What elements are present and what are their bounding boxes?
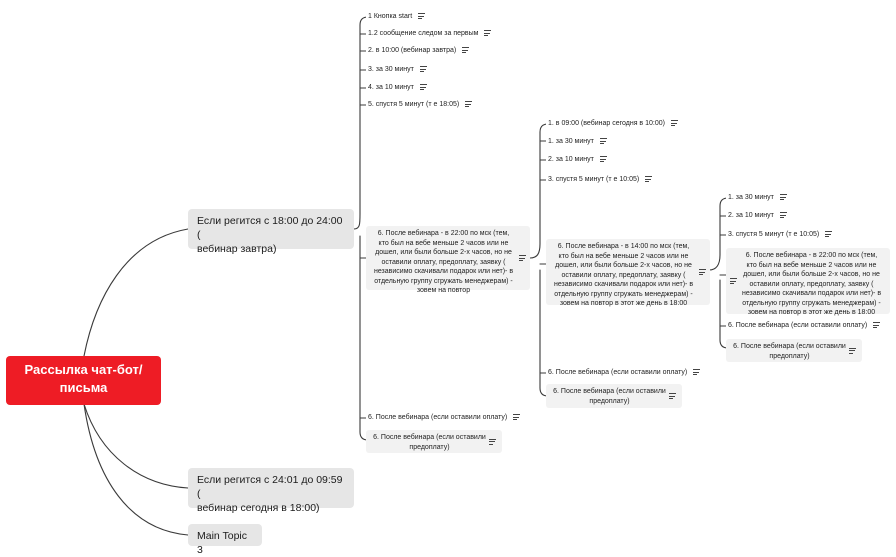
- note-icon: [671, 120, 678, 126]
- branch-1-item-6[interactable]: [366, 100, 474, 109]
- note-icon: [825, 231, 832, 237]
- note-icon: [780, 212, 787, 218]
- note-icon: [484, 30, 491, 36]
- branch-1-prepaid[interactable]: [366, 430, 502, 453]
- branch-3-paid-label: 6. После вебинара (если оставили оплату): [728, 322, 868, 329]
- root-link-topic-3: [84, 404, 188, 535]
- branch-2-prepaid-label: 6. После вебинара (если оставили предоплату): [553, 388, 666, 405]
- branch-2-prepaid[interactable]: [546, 384, 682, 408]
- branch-3-after-webinar-label: 6. После вебинара - в 22:00 по мск (тем, кто был на вебе меньше 2 часов или не дошел, или были больше 2-х часов, но не оставили оплату, предоплату, заявку ( независимо скачивали подарок или нет)- в отдельную группу сгружать менеджерам) - зовем на повтор в этот же день в 18:00: [741, 252, 882, 316]
- branch-2-item-3[interactable]: [546, 155, 609, 164]
- branch-2-item-2[interactable]: [546, 137, 609, 146]
- branch-1-paid-label: 6. После вебинара (если оставили оплату): [368, 414, 508, 421]
- branch-3-item-1-label: 1. за 30 минут: [728, 194, 774, 201]
- branch-2-item-4-label: 3. спустя 5 минут (т е 10:05): [548, 176, 640, 183]
- note-icon: [693, 369, 700, 375]
- note-icon: [600, 156, 607, 162]
- note-icon: [519, 255, 526, 261]
- root-node[interactable]: [6, 356, 161, 405]
- note-icon: [465, 101, 472, 107]
- branch-1-item-2-label: 1.2 сообщение следом за первым: [368, 30, 479, 37]
- branch-2-after-webinar-label: 6. После вебинара - в 14:00 по мск (тем, кто был на вебе меньше 2 часов или не дошел, или были больше 2-х часов, но не оставили оплату, предоплату, заявку ( независимо скачивали подарок или нет)- в отдельную группу сгружать менеджерам) - зовем на повтор в этот же день в 18:00: [553, 243, 694, 307]
- topic-node-3[interactable]: [188, 524, 262, 556]
- branch-3-item-1[interactable]: [726, 193, 789, 202]
- note-icon: [600, 138, 607, 144]
- branch-3-prepaid-label: 6. После вебинара (если оставили предоплату): [733, 343, 846, 360]
- note-icon: [418, 13, 425, 19]
- branch-2-paid[interactable]: [546, 368, 702, 377]
- topic-label-1: Если регится с 18:00 до 24:00 ( вебинар завтра): [197, 215, 343, 255]
- branch-1-prepaid-label: 6. После вебинара (если оставили предоплату): [373, 434, 486, 451]
- branch-2-item-3-label: 2. за 10 минут: [548, 156, 594, 163]
- branch-3-after-webinar[interactable]: [726, 248, 890, 314]
- topic-label-2: Если регится с 24:01 до 09:59 ( вебинар сегодня в 18:00): [197, 474, 343, 514]
- note-icon: [645, 176, 652, 182]
- branch-1-after-webinar[interactable]: [366, 226, 530, 294]
- root-link-topic-1: [84, 229, 188, 356]
- branch-1-item-2[interactable]: [366, 29, 493, 38]
- branch-1-item-1-label: 1 Кнопка start: [368, 13, 413, 20]
- topic-node-1[interactable]: [188, 209, 354, 255]
- note-icon: [873, 322, 880, 328]
- note-icon: [420, 84, 427, 90]
- note-icon: [849, 348, 856, 354]
- topic-node-2[interactable]: [188, 468, 354, 514]
- branch-1-after-webinar-label: 6. После вебинара - в 22:00 по мск (тем, кто был на вебе меньше 2 часов или не дошел, или были больше 2-х часов, но не оставили оплату, предоплату, заявку ( независимо скачивали подарок или нет)- в отдельную группу сгружать менеджерам) - зовем на повтор: [373, 230, 514, 294]
- branch-3-item-2-label: 2. за 10 минут: [728, 212, 774, 219]
- note-icon: [780, 194, 787, 200]
- branch-2-paid-label: 6. После вебинара (если оставили оплату): [548, 369, 688, 376]
- topic-label-3: Main Topic 3: [197, 530, 247, 556]
- branch-1-item-3-label: 2. в 10:00 (вебинар завтра): [368, 47, 457, 54]
- branch-3-item-3[interactable]: [726, 230, 834, 239]
- root-label: Рассылка чат-бот/ письма: [24, 362, 143, 395]
- branch-3-item-3-label: 3. спустя 5 минут (т е 10:05): [728, 231, 820, 238]
- branch-2-item-4[interactable]: [546, 175, 654, 184]
- note-icon: [420, 66, 427, 72]
- note-icon: [513, 414, 520, 420]
- branch-3-paid[interactable]: [726, 321, 882, 330]
- root-link-topic-2: [84, 404, 188, 488]
- branch-2-after-webinar[interactable]: [546, 239, 710, 305]
- branch-3-item-2[interactable]: [726, 211, 789, 220]
- branch-2-item-1-label: 1. в 09:00 (вебинар сегодня в 10:00): [548, 120, 665, 127]
- note-icon: [489, 439, 496, 445]
- branch-2-item-1[interactable]: [546, 119, 680, 128]
- note-icon: [669, 393, 676, 399]
- note-icon: [730, 278, 737, 284]
- branch-1-item-4-label: 3. за 30 минут: [368, 66, 414, 73]
- branch-1-item-5[interactable]: [366, 83, 429, 92]
- branch-1-item-5-label: 4. за 10 минут: [368, 84, 414, 91]
- branch-2-item-2-label: 1. за 30 минут: [548, 138, 594, 145]
- branch-1-paid[interactable]: [366, 413, 522, 422]
- note-icon: [699, 269, 706, 275]
- branch-1-item-3[interactable]: [366, 46, 471, 55]
- note-icon: [462, 47, 469, 53]
- branch-1-item-1[interactable]: [366, 12, 427, 21]
- branch-3-prepaid[interactable]: [726, 339, 862, 362]
- branch-1-item-6-label: 5. спустя 5 минут (т е 18:05): [368, 101, 460, 108]
- branch-1-item-4[interactable]: [366, 65, 429, 74]
